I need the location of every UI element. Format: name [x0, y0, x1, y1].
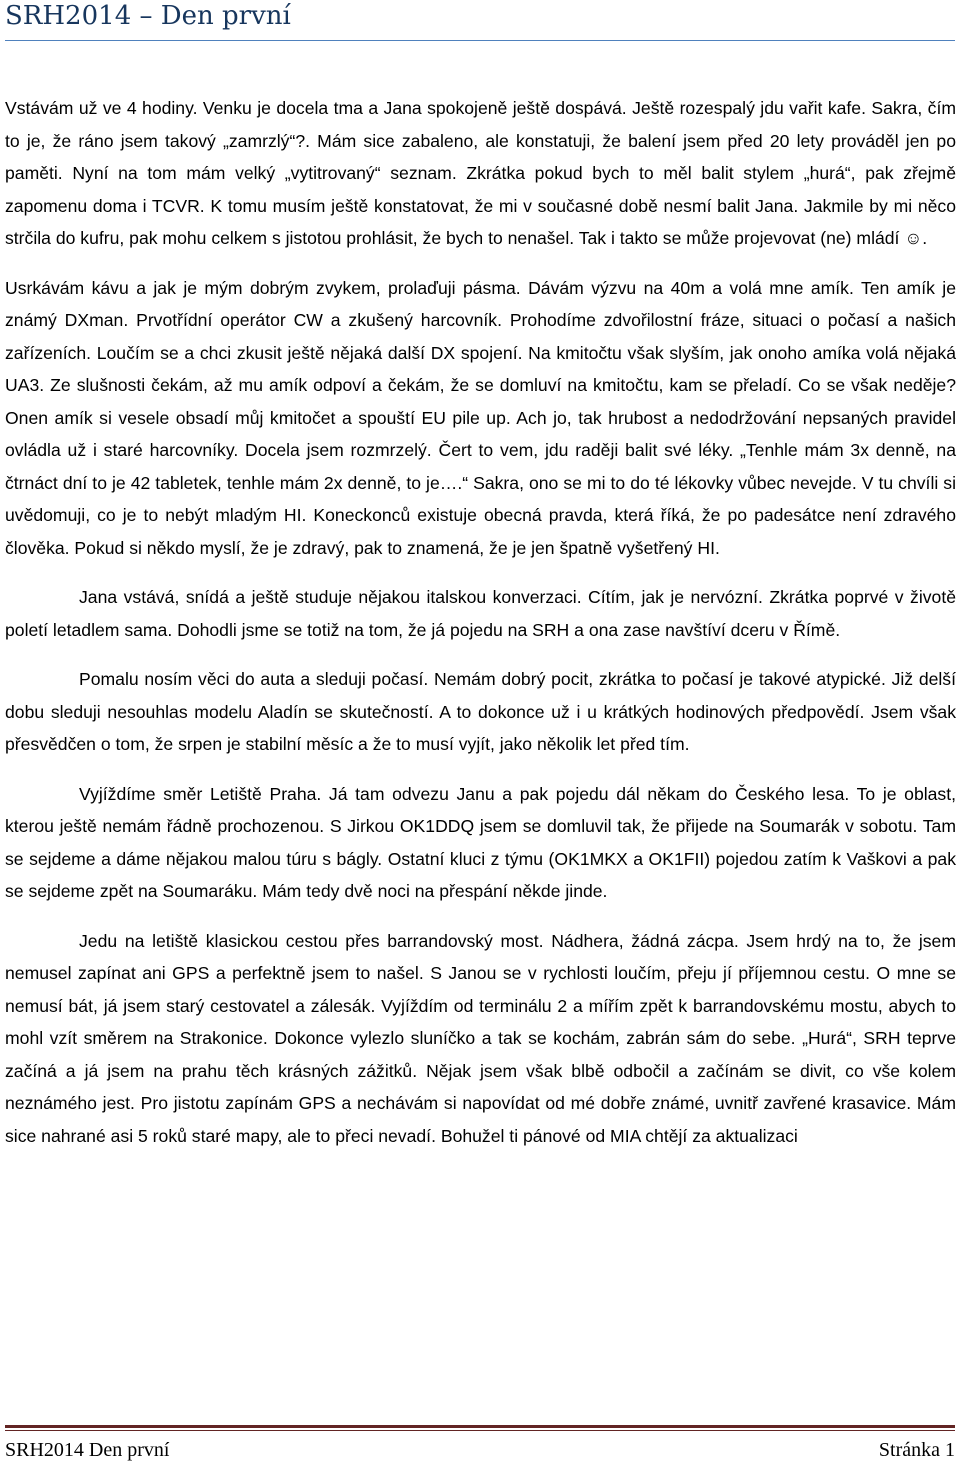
- paragraph: Vstávám už ve 4 hodiny. Venku je docela tma a Jana spokojeně ještě dospává. Ještě rozespalý jdu vařit kafe. Sakra, čím to je, že ráno jsem takový „zamrzlý“?. Mám sice zabaleno, ale konstatuji, že balení jsem před 20 lety prováděl jen po paměti. Nyní na tom mám velký „vytitrovaný“ seznam. Zkrátka pokud bych to měl balit stylem „hurá“, pak zřejmě zapomenu doma i TCVR. K tomu musím ještě konstatovat, že mi v současné době nesmí balit Jana. Jakmile by mi něco strčila do kufru, pak mohu celkem s jistotou prohlásit, že bych to nenašel. Tak i takto se může projevovat (ne) mládí ☺.: [5, 98, 956, 248]
- title-underline: [5, 40, 955, 41]
- document-body: [5, 92, 956, 1169]
- paragraph: Pomalu nosím věci do auta a sleduji počasí. Nemám dobrý pocit, zkrátka to počasí je takové atypické. Již delší dobu sleduji nesouhlas modelu Aladín se skutečností. A to dokonce už i u krátkých hodinových předpovědí. Jsem však přesvědčen o tom, že srpen je stabilní měsíc a že to musí vyjít, jako několik let před tím.: [5, 669, 956, 754]
- footer-page-number: Stránka 1: [878, 1439, 955, 1461]
- document-title: SRH2014 – Den první: [5, 1, 291, 31]
- footer-rule-thick: [5, 1425, 955, 1428]
- footer-document-name: SRH2014 Den první: [5, 1439, 170, 1461]
- paragraph: Vyjíždíme směr Letiště Praha. Já tam odvezu Janu a pak pojedu dál někam do Českého lesa. To je oblast, kterou ještě nemám řádně prochozenou. S Jirkou OK1DDQ jsem se domluvil tak, že přijede na Soumarák v sobotu. Tam se sejdeme a dáme nějakou malou túru s bágly. Ostatní kluci z týmu (OK1MKX a OK1FII) pojedou zatím k Vaškovi a pak se sejdeme zpět na Soumaráku. Mám tedy dvě noci na přespání někde jinde.: [5, 783, 956, 901]
- page-footer: [5, 1436, 955, 1466]
- paragraph: Jedu na letiště klasickou cestou přes barrandovský most. Nádhera, žádná zácpa. Jsem hrdý na to, že jsem nemusel zapínat ani GPS a perfektně jsem to našel. S Janou se v rychlosti loučím, přeju jí příjemnou cestu. O mne se nemusí bát, já jsem starý cestovatel a zálesák. Vyjíždím od terminálu 2 a mířím zpět k barrandovskému mostu, abych to mohl vzít směrem na Strakonice. Dokonce vylezlo sluníčko a tak se kochám, zabrán sám do sebe. „Hurá“, SRH teprve začíná a já jsem na prahu těch krásných zážitků. Nějak jsem však blbě odbočil a začínám se divit, co vše kolem neznámého jest. Pro jistotu zapínám GPS a nechávám si napovídat od mé dobře známé, uvnitř zavřené krasavice. Mám sice nahrané asi 5 roků staré mapy, ale to přeci nevadí. Bohužel ti pánové od MIA chtějí za aktualizaci: [5, 930, 956, 1146]
- footer-rule-thin: [5, 1430, 955, 1431]
- paragraph: Jana vstává, snídá a ještě studuje nějakou italskou konverzaci. Cítím, jak je nervózní. Zkrátka poprvé v životě poletí letadlem sama. Dohodli jsme se totiž na tom, že já pojedu na SRH a ona zase navštíví dceru v Římě.: [5, 587, 956, 640]
- paragraph: Usrkávám kávu a jak je mým dobrým zvykem, prolaďuji pásma. Dávám výzvu na 40m a volá mne amík. Ten amík je známý DXman. Prvotřídní operátor CW a zkušený harcovník. Prohodíme zdvořilostní fráze, situaci o počasí a našich zařízeních. Loučím se a chci zkusit ještě nějaká další DX spojení. Na kmitočtu však slyším, jak onoho amíka volá nějaká UA3. Ze slušnosti čekám, až mu amík odpoví a čekám, že se domluví na kmitočtu, kam se přeladí. Co se však neděje? Onen amík si vesele obsadí můj kmitočet a spouští EU pile up. Ach jo, tak hrubost a nedodržování nepsaných pravidel ovládla už i staré harcovníky. Docela jsem rozmrzelý. Čert to vem, jdu raději balit své léky. „Tenhle mám 3x denně, na čtrnáct dní to je 42 tabletek, tenhle mám 2x denně, to je….“ Sakra, ono se mi to do té lékovky vůbec nevejde. V tu chvíli si uvědomuji, co je to nebýt mladým HI. Koneckonců existuje obecná pravda, která říká, že po padesátce není zdravého člověka. Pokud si někdo myslí, že je zdravý, pak to znamená, že je jen špatně vyšetřený HI.: [5, 277, 956, 558]
